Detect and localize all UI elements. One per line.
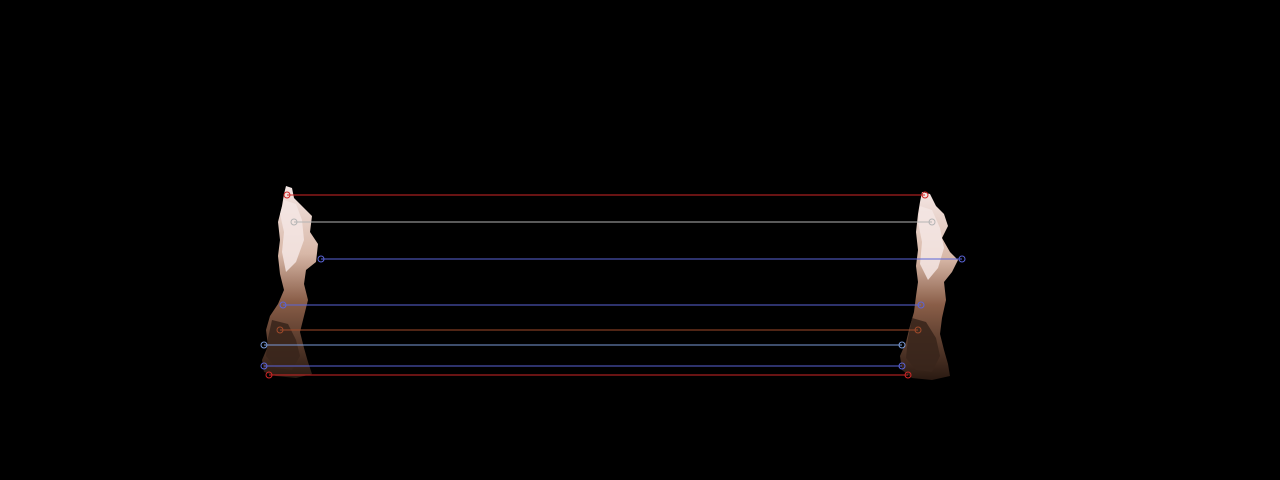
correspondence-lines (261, 192, 965, 378)
figurine-left (262, 186, 318, 378)
